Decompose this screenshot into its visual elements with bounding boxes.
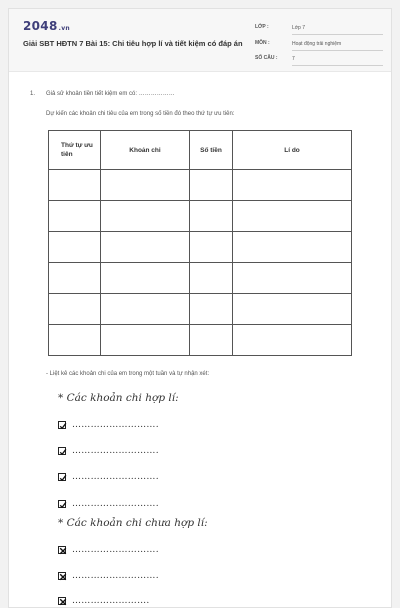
table-cell <box>49 294 101 325</box>
table-row <box>49 201 352 232</box>
checked-box-icon <box>58 500 66 508</box>
table-cell <box>233 170 352 201</box>
table-cell <box>233 232 352 263</box>
header-expense: Khoản chi <box>101 131 190 170</box>
unreasonable-item-3 <box>58 596 218 608</box>
checked-box-icon <box>58 473 66 481</box>
question-line-2: Dự kiến các khoản chi tiêu của em trong số tiền đó theo thứ tự ưu tiên: <box>46 111 235 117</box>
table-cell <box>101 325 190 356</box>
meta-class-value: Lớp 7 <box>292 23 383 35</box>
table-cell <box>233 325 352 356</box>
table-cell <box>49 263 101 294</box>
reasonable-expenses-heading: * Các khoản chi hợp lí: <box>58 392 179 404</box>
answer-blank: ………………………. <box>72 446 159 456</box>
reasonable-item-1 <box>58 420 218 432</box>
question-number: 1. <box>30 91 36 97</box>
table-row <box>49 263 352 294</box>
meta-subject-label: MÔN : <box>255 40 270 46</box>
crossed-box-icon <box>58 546 66 554</box>
table-cell <box>49 170 101 201</box>
answer-blank: ………………………. <box>72 571 159 581</box>
answer-blank: ………………………. <box>72 420 159 430</box>
meta-subject-row <box>255 39 383 53</box>
checked-box-icon <box>58 447 66 455</box>
table-cell <box>49 325 101 356</box>
table-cell <box>101 263 190 294</box>
table-cell <box>101 232 190 263</box>
meta-class-label: LỚP : <box>255 24 269 30</box>
unreasonable-item-1 <box>58 545 218 557</box>
table-body <box>49 170 352 356</box>
meta-question-count-value: 7 <box>292 54 383 66</box>
document-title: Giải SBT HĐTN 7 Bài 15: Chi tiêu hợp lí và tiết kiệm có đáp án <box>23 39 243 48</box>
reasonable-item-3 <box>58 472 218 484</box>
question-line-1: Giả sử khoản tiền tiết kiệm em có: ……………… <box>46 91 175 97</box>
table-cell <box>190 263 233 294</box>
spending-plan-table <box>48 130 352 356</box>
table-cell <box>190 170 233 201</box>
table-row <box>49 170 352 201</box>
table-cell <box>49 201 101 232</box>
unreasonable-expenses-heading: * Các khoản chi chưa hợp lí: <box>58 517 208 529</box>
table-cell <box>101 201 190 232</box>
table-header-row <box>49 131 352 170</box>
answer-blank: ………………………. <box>72 545 159 555</box>
table-cell <box>49 232 101 263</box>
answer-blank: ………………………. <box>72 499 159 509</box>
table-cell <box>233 263 352 294</box>
table-row <box>49 232 352 263</box>
list-prompt: - Liệt kê các khoản chi của em trong một tuần và tự nhận xét: <box>46 371 210 377</box>
meta-subject-value: Hoạt động trải nghiệm <box>292 39 383 51</box>
answer-blank: ………………………. <box>72 472 159 482</box>
crossed-box-icon <box>58 597 66 605</box>
header-amount: Số tiền <box>190 131 233 170</box>
table-cell <box>101 294 190 325</box>
reasonable-item-4 <box>58 499 218 511</box>
document-page <box>8 8 392 608</box>
unreasonable-item-2 <box>58 571 218 583</box>
reasonable-item-2 <box>58 446 218 458</box>
table-cell <box>190 201 233 232</box>
meta-class-row <box>255 23 383 37</box>
table-cell <box>190 232 233 263</box>
table-cell <box>101 170 190 201</box>
header-priority: Thứ tự ưu tiên <box>49 131 101 170</box>
crossed-box-icon <box>58 572 66 580</box>
document-header <box>9 9 391 72</box>
meta-question-count-label: SỐ CÂU : <box>255 55 278 61</box>
table-row <box>49 294 352 325</box>
table-cell <box>233 201 352 232</box>
header-reason: Lí do <box>233 131 352 170</box>
meta-question-count-row <box>255 54 383 68</box>
table-row <box>49 325 352 356</box>
site-logo[interactable]: 2048.vn <box>23 19 70 33</box>
table-cell <box>233 294 352 325</box>
table-cell <box>190 294 233 325</box>
table-cell <box>190 325 233 356</box>
checked-box-icon <box>58 421 66 429</box>
answer-blank: ……………………. <box>72 596 150 606</box>
